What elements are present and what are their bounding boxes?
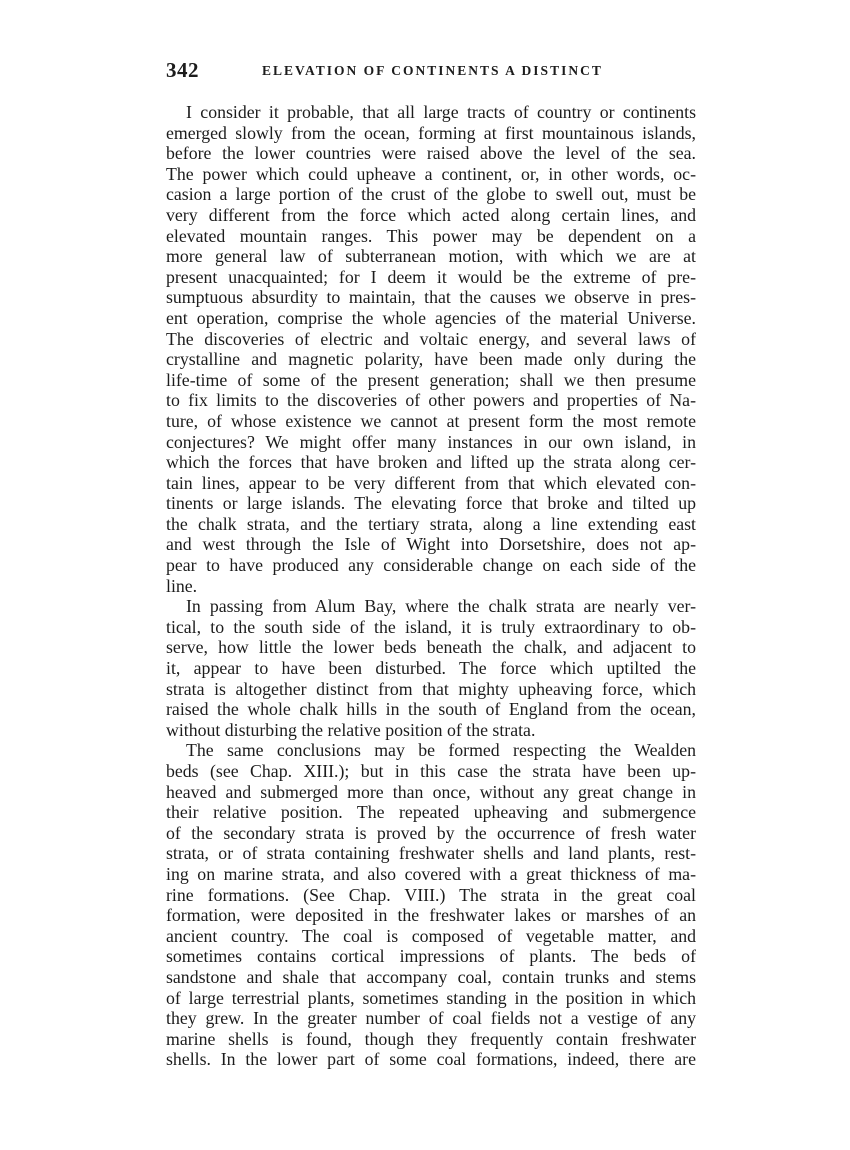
text-line: conjectures? We might offer many instances in our own island, in — [166, 431, 696, 452]
text-line: tinents or large islands. The elevating force that broke and tilted up — [166, 493, 696, 514]
text-line: sumptuous absurdity to maintain, that the causes we observe in pres- — [166, 287, 696, 308]
text-line: life-time of some of the present generation; shall we then presume — [166, 369, 696, 390]
text-line: ing on marine strata, and also covered with a great thickness of ma- — [166, 863, 696, 884]
text-line: and west through the Isle of Wight into Dorsetshire, does not ap- — [166, 534, 696, 555]
text-line: very different from the force which acted along certain lines, and — [166, 204, 696, 225]
text-line: present unacquainted; for I deem it would be the extreme of pre- — [166, 266, 696, 287]
text-line: casion a large portion of the crust of the globe to swell out, must be — [166, 184, 696, 205]
text-line: serve, how little the lower beds beneath the chalk, and adjacent to — [166, 637, 696, 658]
text-line: more general law of subterranean motion, with which we are at — [166, 246, 696, 267]
text-line: beds (see Chap. XIII.); but in this case the strata have been up- — [166, 761, 696, 781]
text-line: before the lower countries were raised above the level of the sea. — [166, 143, 696, 164]
text-line: elevated mountain ranges. This power may be dependent on a — [166, 225, 696, 246]
page-number: 342 — [166, 58, 199, 82]
running-head — [166, 58, 696, 88]
text-line: heaved and submerged more than once, without any great change in — [166, 781, 696, 802]
text-line: I consider it probable, that all large tracts of country or continents — [186, 102, 696, 122]
text-line: of large terrestrial plants, sometimes standing in the position in which — [166, 987, 696, 1008]
text-line: The discoveries of electric and voltaic energy, and several laws of — [166, 328, 696, 349]
text-line: sometimes contains cortical impressions of plants. The beds of — [166, 946, 696, 967]
text-line: without disturbing the relative position of the strata. — [166, 719, 536, 740]
text-line: sandstone and shale that accompany coal, contain trunks and stems — [166, 966, 696, 987]
text-line: ent operation, comprise the whole agencies of the material Universe. — [166, 307, 696, 328]
paragraph — [166, 596, 696, 740]
text-line: shells. In the lower part of some coal formations, indeed, there are — [166, 1049, 696, 1070]
running-title: ELEVATION OF CONTINENTS A DISTINCT — [262, 63, 603, 78]
text-line: emerged slowly from the ocean, forming at first mountainous islands, — [166, 122, 696, 143]
paragraph — [166, 102, 696, 596]
text-line: their relative position. The repeated upheaving and submergence — [166, 802, 696, 823]
text-line: which the forces that have broken and lifted up the strata along cer- — [166, 452, 696, 473]
text-line: strata is altogether distinct from that mighty upheaving force, which — [166, 678, 696, 699]
text-line: of the secondary strata is proved by the occurrence of fresh water — [166, 822, 696, 843]
text-line: In passing from Alum Bay, where the chalk strata are nearly ver- — [186, 596, 696, 617]
text-line: raised the whole chalk hills in the south of England from the ocean, — [166, 699, 696, 720]
text-line: pear to have produced any considerable change on each side of the — [166, 555, 696, 576]
text-line: the chalk strata, and the tertiary strata, along a line extending east — [166, 513, 696, 534]
text-line: they grew. In the greater number of coal fields not a vestige of any — [166, 1008, 696, 1029]
text-line: ancient country. The coal is composed of vegetable matter, and — [166, 925, 696, 946]
text-line: formation, were deposited in the freshwater lakes or marshes of an — [166, 905, 696, 926]
text-line: The same conclusions may be formed respecting the Wealden — [186, 740, 696, 761]
text-line: it, appear to have been disturbed. The force which uptilted the — [166, 658, 696, 679]
text-line: line. — [166, 575, 198, 596]
text-line: strata, or of strata containing freshwater shells and land plants, rest- — [166, 843, 696, 864]
text-line: crystalline and magnetic polarity, have been made only during the — [166, 349, 696, 370]
text-line: ture, of whose existence we cannot at present form the most remote — [166, 410, 696, 431]
text-line: rine formations. (See Chap. VIII.) The strata in the great coal — [166, 884, 696, 905]
text-line: to fix limits to the discoveries of other powers and properties of Na- — [166, 390, 696, 411]
body-text — [166, 102, 696, 1070]
text-line: marine shells is found, though they frequently contain freshwater — [166, 1028, 696, 1049]
paragraph — [166, 740, 696, 1070]
text-line: The power which could upheave a continent, or, in other words, oc- — [166, 163, 696, 184]
text-line: tain lines, appear to be very different from that which elevated con- — [166, 472, 696, 493]
text-line: tical, to the south side of the island, it is truly extraordinary to ob- — [166, 616, 696, 637]
